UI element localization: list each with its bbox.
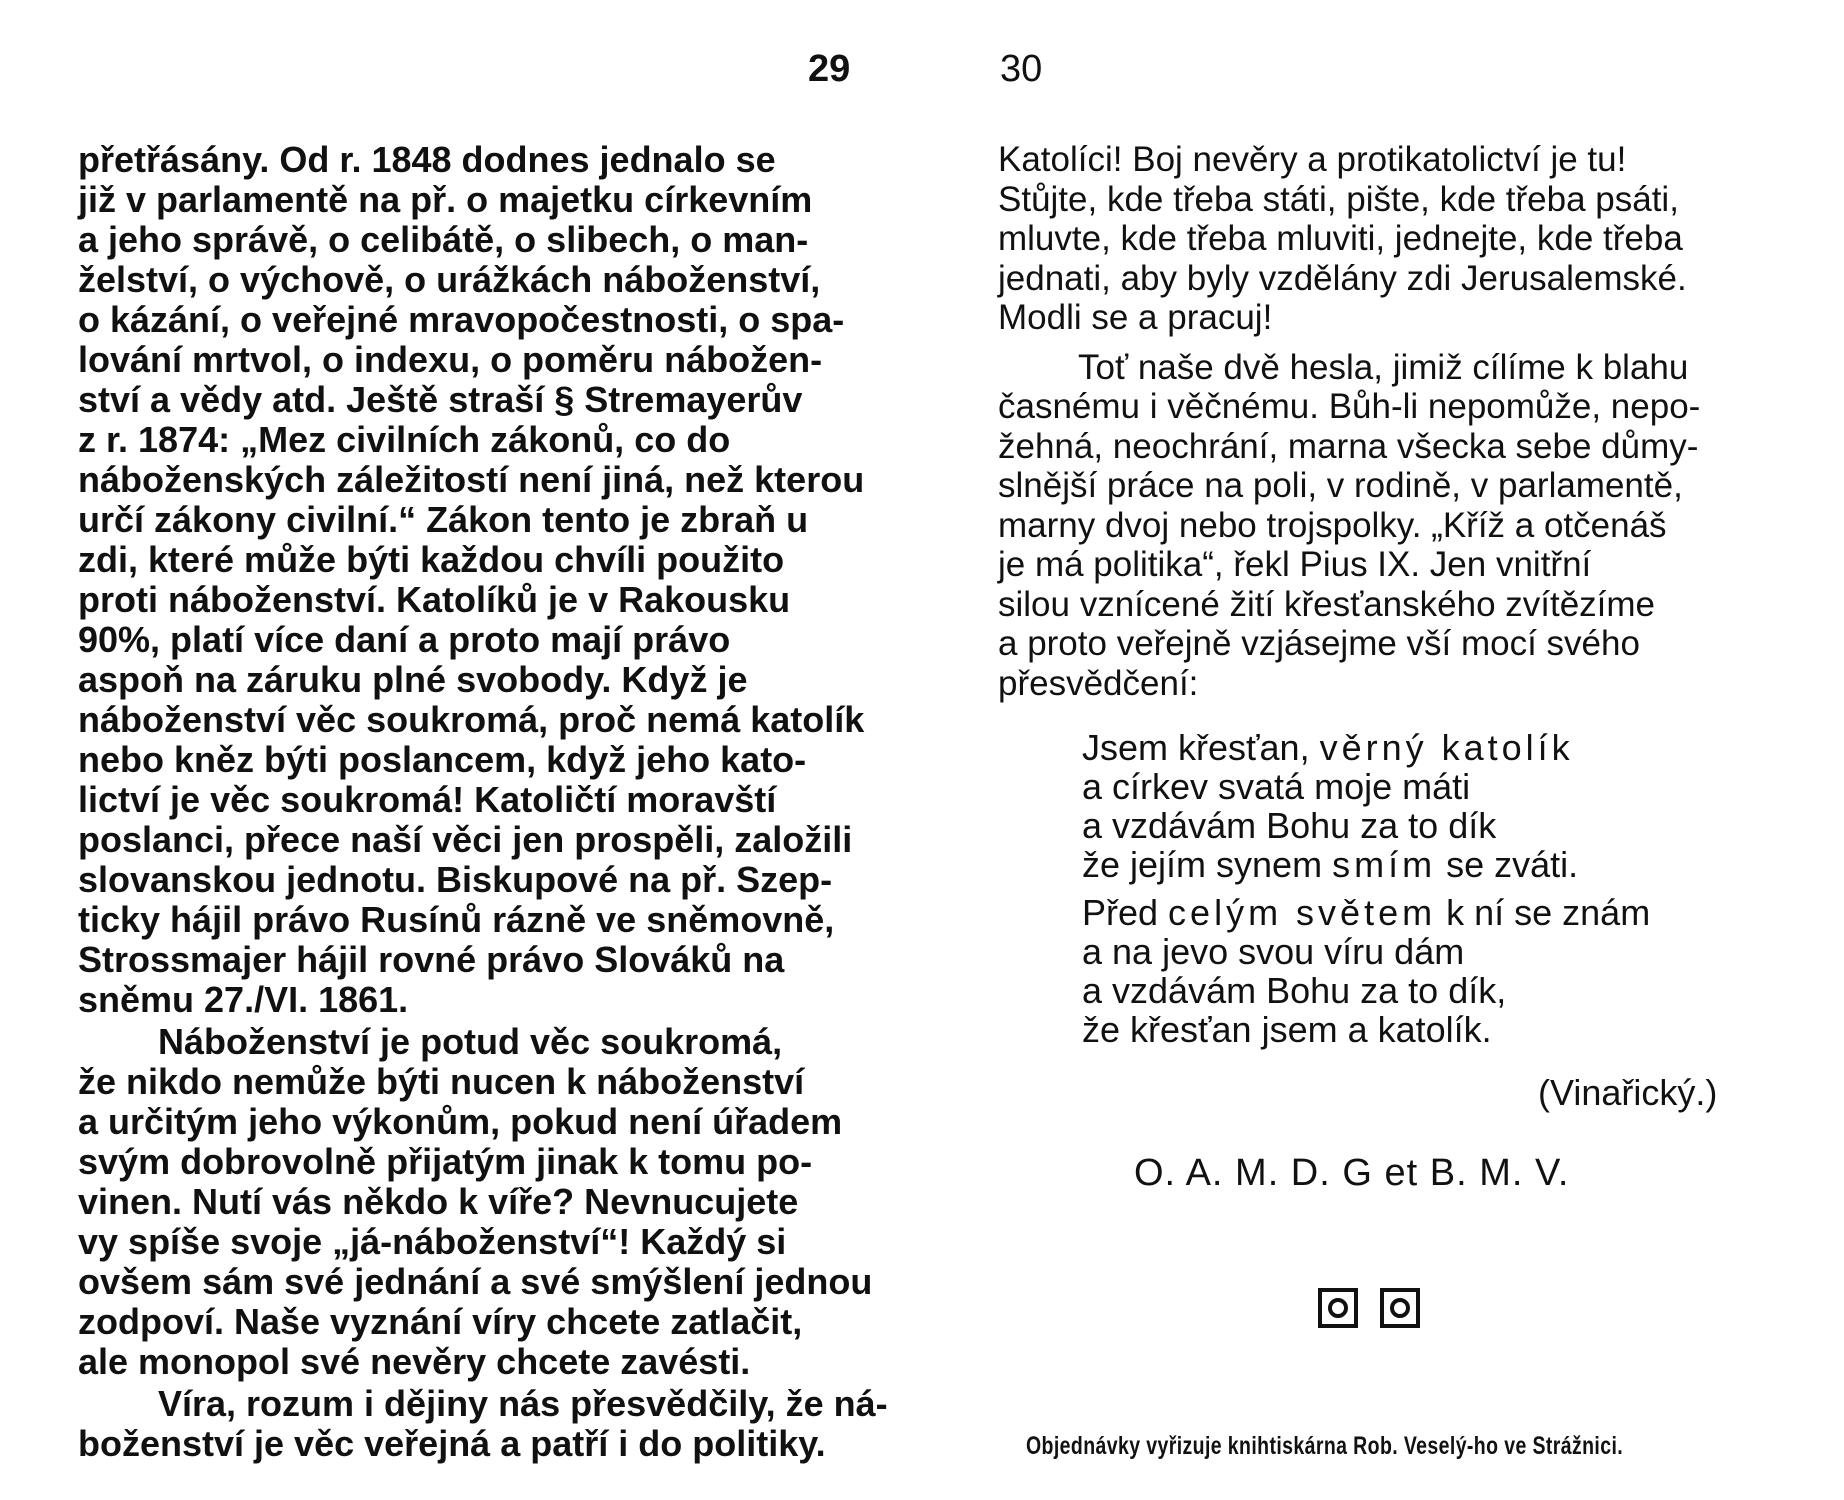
poem-line: a církev svatá moje máti: [1082, 766, 1471, 807]
page-number: 30: [1000, 48, 1043, 90]
text-line: slnější práce na poli, v rodině, v parlamentě,: [998, 466, 1683, 505]
text-line: želství, o výchově, o urážkách náboženství,: [78, 259, 821, 300]
text-line: lování mrtvol, o indexu, o poměru nábožen-: [78, 339, 823, 380]
text-line: Víra, rozum i dějiny nás přesvědčily, že ná-: [158, 1383, 888, 1424]
text-line: mluvte, kde třeba mluviti, jednejte, kde třeba: [998, 219, 1683, 258]
text-line: náboženských záležitostí není jiná, než kterou: [78, 459, 865, 500]
text-line: jednati, aby byly vzdělány zdi Jerusalemské.: [998, 258, 1687, 298]
text-line: časnému i věčnému. Bůh-li nepomůže, nepo-: [998, 387, 1701, 426]
printer-imprint: Objednávky vyřizuje knihtiskárna Rob. Veselý-ho ve Strážnici.: [1026, 1432, 1624, 1460]
right-page: [922, 0, 1844, 1500]
text-line: ale monopol své nevěry chcete zavésti.: [78, 1341, 751, 1382]
text-line: Modli se a pracuj!: [998, 298, 1273, 337]
text-line: že nikdo nemůže býti nucen k náboženství: [78, 1061, 805, 1102]
text-line: vinen. Nutí vás někdo k víře? Nevnucujete: [78, 1181, 799, 1222]
text-line: přesvědčení:: [998, 663, 1199, 703]
text-line: určí zákony civilní.“ Zákon tento je zbraň u: [78, 499, 809, 540]
text-line: Stůjte, kde třeba státi, pište, kde třeba psáti,: [998, 179, 1679, 219]
text-line: žehná, neochrání, marna všecka sebe důmy-: [998, 426, 1699, 466]
text-line: nebo kněz býti poslancem, když jeho kato-: [78, 739, 807, 780]
poem-line: a na jevo svou víru dám: [1082, 931, 1465, 972]
text-line: již v parlamentě na př. o majetku církevním: [78, 179, 813, 220]
text-line: poslanci, přece naší věci jen prospěli, založili: [78, 819, 853, 860]
right-page-text: [998, 140, 1778, 703]
text-line: proti náboženství. Katolíků je v Rakousku: [78, 579, 791, 620]
text-line: aspoň na záruku plné svobody. Když je: [78, 659, 748, 700]
text-line: zdi, které může býti každou chvíli použito: [78, 539, 785, 580]
text-line: marny dvoj nebo trojspolky. „Kříž a otčenáš: [998, 505, 1667, 545]
paragraph: [998, 348, 1778, 704]
text-line: sněmu 27./VI. 1861.: [78, 979, 409, 1020]
paragraph: [78, 1383, 888, 1464]
text-line: je má politika“, řekl Pius IX. Jen vnitřní: [998, 545, 1592, 584]
poem-stanza: [1082, 893, 1650, 1049]
text-line: Strossmajer hájil rovné právo Slováků na: [78, 939, 785, 980]
page-number: 29: [808, 48, 851, 90]
text-line: Náboženství je potud věc soukromá,: [158, 1021, 783, 1062]
poem-line: že křesťan jsem a katolík.: [1082, 1009, 1492, 1050]
text-line: o kázání, o veřejné mravopočestnosti, o spa-: [78, 299, 845, 340]
text-line: náboženství věc soukromá, proč nemá katolík: [78, 699, 865, 740]
text-line: lictví je věc soukromá! Katoličtí moravští: [78, 779, 777, 820]
text-line: ticky hájil právo Rusínů rázně ve sněmovně,: [78, 899, 835, 940]
poem-line: Jsem křesťan, věrný katolík: [1082, 727, 1574, 768]
poem-stanza: [1082, 728, 1578, 884]
motto: O. A. M. D. G et B. M. V.: [1134, 1152, 1570, 1194]
text-line: z r. 1874: „Mez civilních zákonů, co do: [78, 419, 731, 460]
poem-line: Před celým světem k ní se znám: [1082, 892, 1651, 933]
paragraph: [998, 140, 1778, 338]
paragraph: [78, 1021, 873, 1382]
text-line: svým dobrovolně přijatým jinak k tomu po-: [78, 1141, 813, 1182]
poem-attribution: (Vinařický.): [1538, 1072, 1718, 1113]
poem-line: a vzdávám Bohu za to dík,: [1082, 970, 1507, 1011]
text-line: a proto veřejně vzjásejme vší mocí svého: [998, 624, 1640, 663]
text-line: silou vznícené žití křesťanského zvítězíme: [998, 584, 1656, 624]
text-line: ovšem sám své jednání a své smýšlení jednou: [78, 1261, 873, 1302]
square-circle-ornament-icon: [1318, 1288, 1358, 1328]
ornament-group: [1318, 1288, 1420, 1328]
text-line: Toť naše dvě hesla, jimiž cílíme k blahu: [1078, 347, 1689, 387]
text-line: Katolíci! Boj nevěry a protikatolictví je tu!: [998, 140, 1627, 179]
text-line: přetřásány. Od r. 1848 dodnes jednalo se: [78, 139, 776, 180]
text-line: zodpoví. Naše vyznání víry chcete zatlačit,: [78, 1301, 803, 1342]
paragraph: [78, 139, 865, 1020]
text-line: 90%, platí více daní a proto mají právo: [78, 619, 731, 660]
square-circle-ornament-icon: [1380, 1288, 1420, 1328]
poem-line: a vzdávám Bohu za to dík: [1082, 805, 1497, 846]
poem-line: že jejím synem smím se zváti.: [1082, 844, 1579, 885]
text-line: vy spíše svoje „já-náboženství“! Každý si: [78, 1221, 787, 1262]
text-line: a určitým jeho výkonům, pokud není úřadem: [78, 1101, 843, 1142]
left-page-text: [78, 139, 888, 1464]
text-line: ství a vědy atd. Ještě straší § Stremayerův: [78, 379, 803, 420]
text-line: a jeho správě, o celibátě, o slibech, o man-: [78, 219, 809, 260]
text-line: boženství je věc veřejná a patří i do politiky.: [78, 1423, 826, 1464]
text-line: slovanskou jednotu. Biskupové na př. Szep-: [78, 859, 833, 900]
